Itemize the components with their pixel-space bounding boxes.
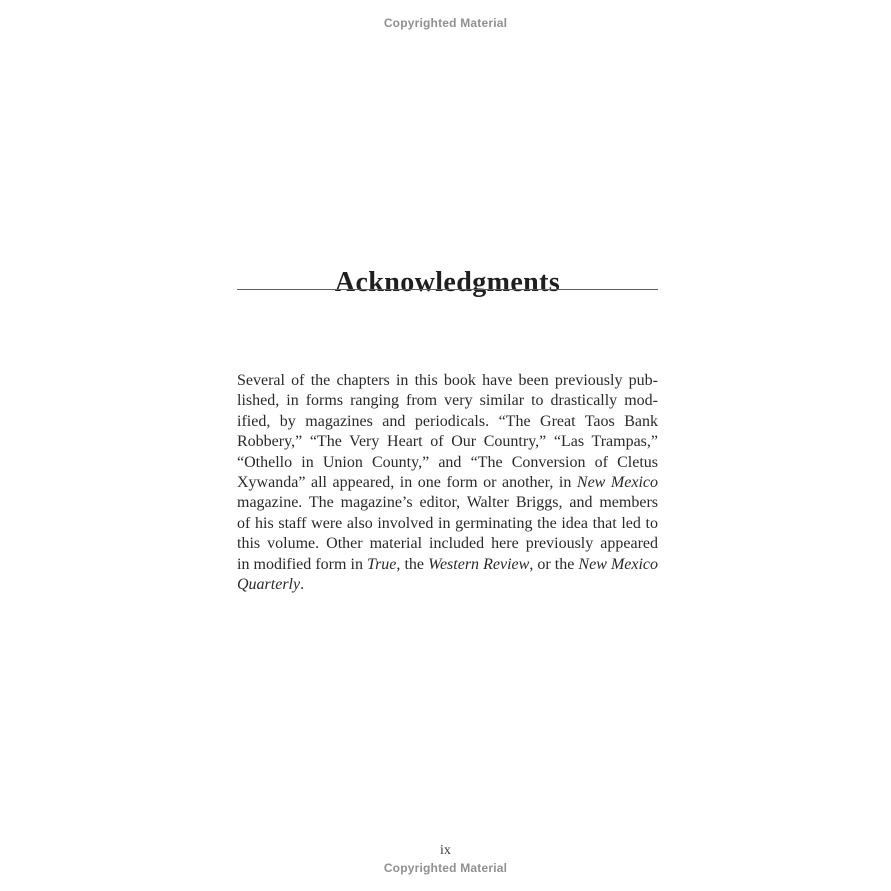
italic-title-text: New Mexico <box>578 555 659 573</box>
paragraph-line <box>237 391 658 411</box>
paragraph-line <box>237 432 658 452</box>
body-text: this volume. Other material included here previously appeared <box>237 535 658 553</box>
body-text: in modified form in <box>237 555 368 573</box>
paragraph-line <box>237 555 658 575</box>
body-text: Xywanda” all appeared, in one form or another, in <box>237 474 577 492</box>
paragraph-line <box>237 514 658 534</box>
body-text: Several of the chapters in this book have been previously pub- <box>237 372 658 389</box>
body-text: magazine. The magazine’s editor, Walter Briggs, and members <box>237 494 658 512</box>
paragraph-line <box>237 493 658 513</box>
body-text: lished, in forms ranging from very similar to drastically mod- <box>237 392 658 410</box>
copyright-notice-top: Copyrighted Material <box>383 16 508 30</box>
body-text: of his staff were also involved in germinating the idea that led to <box>237 514 658 532</box>
paragraph <box>237 371 658 595</box>
body-text: ified, by magazines and periodicals. “The Great Taos Bank <box>237 412 658 430</box>
body-text: . <box>300 576 305 594</box>
copyright-notice-bottom: Copyrighted Material <box>383 861 508 875</box>
body-text: “Othello in Union County,” and “The Conversion of Cletus <box>237 453 658 471</box>
paragraph-line <box>237 453 658 473</box>
page-number: ix <box>440 843 451 858</box>
body-text: , the <box>396 555 429 573</box>
paragraph-line <box>237 575 658 595</box>
body-text: , or the <box>529 555 579 573</box>
heading-rule <box>237 289 658 290</box>
italic-title-text: True <box>367 555 397 573</box>
italic-title-text: Quarterly <box>237 576 301 594</box>
body-text: Robbery,” “The Very Heart of Our Country,” “Las Trampas,” <box>237 433 658 451</box>
paragraph-line <box>237 473 658 493</box>
italic-title-text: New Mexico <box>576 474 658 492</box>
paragraph-line <box>237 371 658 391</box>
page-title: Acknowledgments <box>334 266 561 298</box>
paragraph-line <box>237 412 658 432</box>
italic-title-text: Western Review <box>428 555 530 573</box>
paragraph-line <box>237 534 658 554</box>
